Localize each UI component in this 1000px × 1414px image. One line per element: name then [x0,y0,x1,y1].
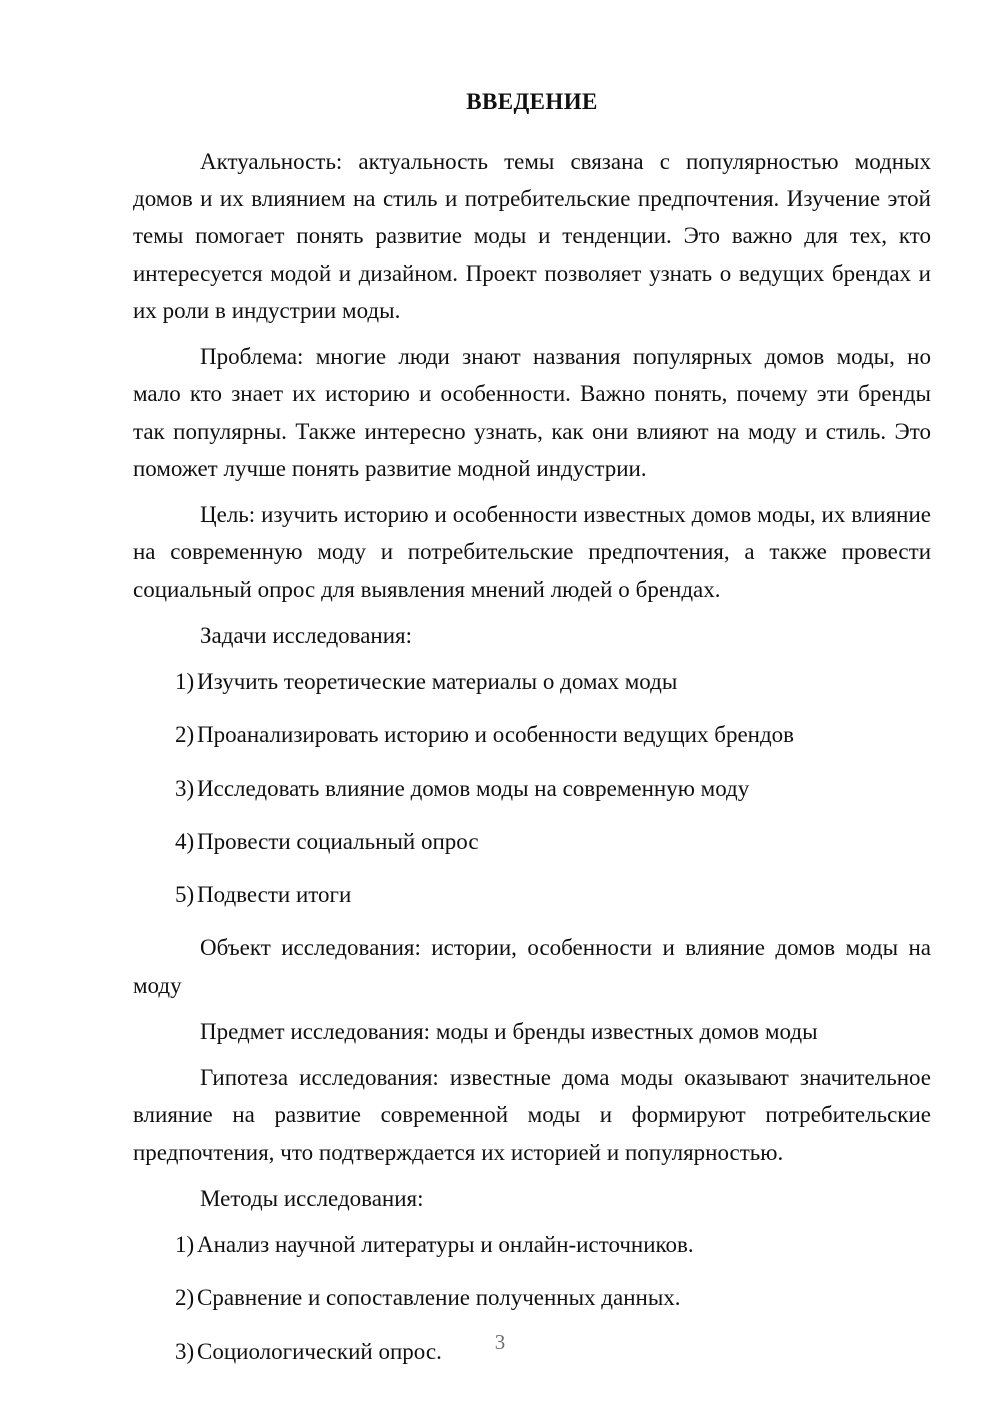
list-item-label: Подвести итоги [197,882,352,907]
list-item [133,716,931,753]
page-title: ВВЕДЕНИЕ [466,89,598,114]
list-marker: 1) [175,669,195,694]
list-item [133,1226,931,1263]
paragraph-subject: Предмет исследования: моды и бренды известных домов моды [200,1018,818,1044]
list-item [133,770,931,807]
list-item [133,876,931,913]
paragraph-problem: Проблема: многие люди знают названия популярных домов моды, но мало кто знает их историю и особенности. Важно понять, почему эти бренды так популярны. Также интересно узнать, как они влияют на моду и стиль. Это поможет лучше понять развитие модной индустрии. [133,344,931,481]
list-item-label: Социологический опрос. [197,1338,442,1364]
list-marker: 3) [175,1338,195,1364]
paragraph-relevance: Актуальность: актуальность темы связана с популярностью модных домов и их влиянием на стиль и потребительские предпочтения. Изучение этой темы помогает понять развитие моды и тенденции. Это важно для тех, кто интересуется модой и дизайном. Проект позволяет узнать о ведущих брендах и их роли в индустрии моды. [133,148,931,323]
methods-heading: Методы исследования: [200,1185,424,1211]
list-item [133,1279,931,1316]
list-item [133,823,931,860]
list-item-label: Изучить теоретические материалы о домах моды [197,669,678,694]
page-number: 3 [494,1330,506,1354]
tasks-list [133,663,931,913]
paragraph-object: Объект исследования: истории, особенности и влияние домов моды на моду [133,935,931,998]
list-marker: 1) [175,1232,195,1257]
list-item-label: Провести социальный опрос [197,828,479,854]
list-item-label: Исследовать влияние домов моды на современную моду [197,775,750,801]
list-marker: 2) [175,1285,195,1311]
list-item [133,663,931,700]
list-marker: 3) [175,775,195,801]
document-content [133,88,931,1386]
list-item-label: Проанализировать историю и особенности ведущих брендов [197,722,795,748]
list-item-label: Сравнение и сопоставление полученных данных. [197,1285,681,1311]
list-marker: 4) [175,828,195,854]
list-item-label: Анализ научной литературы и онлайн-источников. [197,1232,694,1257]
paragraph-hypothesis: Гипотеза исследования: известные дома моды оказывают значительное влияние на развитие современной моды и формируют потребительские предпочтения, что подтверждается их историей и популярностью. [133,1065,931,1165]
list-marker: 5) [175,882,195,907]
list-marker: 2) [175,722,195,748]
tasks-heading: Задачи исследования: [200,622,413,648]
paragraph-goal: Цель: изучить историю и особенности известных домов моды, их влияние на современную моду и потребительские предпочтения, а также провести социальный опрос для выявления мнений людей о брендах. [133,502,931,602]
